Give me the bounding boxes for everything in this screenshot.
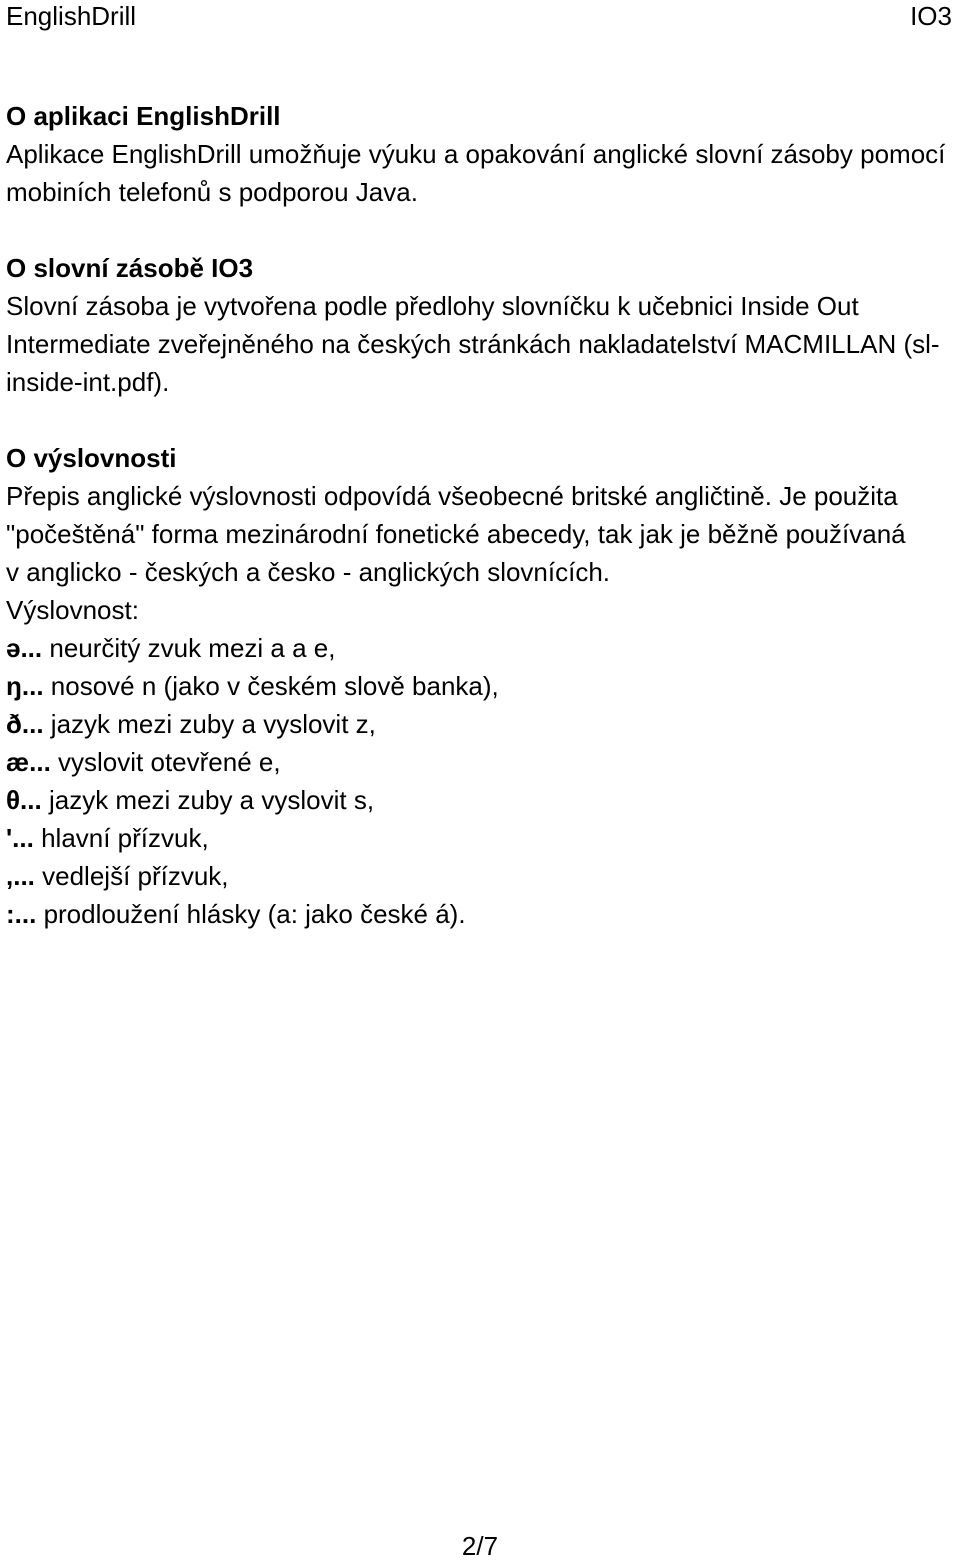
legend-symbol: θ... <box>6 785 42 815</box>
legend-symbol: ə... <box>6 633 43 663</box>
header-vocab-code: IO3 <box>910 1 952 31</box>
section-title-about-pronunciation: O výslovnosti <box>6 443 177 473</box>
legend-symbol: ŋ... <box>6 671 44 701</box>
legend-description: vyslovit otevřené e, <box>50 747 281 777</box>
section-about-pronunciation <box>6 439 960 933</box>
legend-description: neurčitý zvuk mezi a a e, <box>42 633 336 663</box>
legend-description: vedlejší přízvuk, <box>34 861 229 891</box>
legend-item <box>6 667 960 705</box>
section-text-about-app: Aplikace EnglishDrill umožňuje výuku a opakování anglické slovní zásoby pomocí mobiních telefonů s podporou Java. <box>6 139 946 207</box>
legend-symbol: ,... <box>6 861 35 891</box>
legend-description: jazyk mezi zuby a vyslovit s, <box>41 785 375 815</box>
legend-symbol: '... <box>6 823 34 853</box>
section-title-about-vocab: O slovní zásobě IO3 <box>6 253 254 283</box>
section-text-about-vocab: Slovní zásoba je vytvořena podle předlohy slovníčku k učebnici Inside Out Intermediate zveřejněného na českých stránkách nakladatelství MACMILLAN (sl-inside-int.pdf). <box>6 291 940 397</box>
pronunciation-legend-label: Výslovnost: <box>6 595 139 625</box>
legend-item <box>6 743 960 781</box>
legend-description: nosové n (jako v českém slově banka), <box>43 671 499 701</box>
section-title-about-app: O aplikaci EnglishDrill <box>6 101 281 131</box>
legend-item <box>6 705 960 743</box>
legend-item <box>6 857 960 895</box>
legend-item <box>6 819 960 857</box>
legend-description: hlavní přízvuk, <box>33 823 209 853</box>
page-number: 2/7 <box>461 1531 499 1561</box>
page-header <box>6 0 952 36</box>
legend-symbol: :... <box>6 899 37 929</box>
legend-item <box>6 781 960 819</box>
document-body <box>6 97 960 971</box>
section-about-vocab <box>6 249 960 401</box>
legend-description: prodloužení hlásky (a: jako české á). <box>36 899 466 929</box>
legend-item <box>6 629 960 667</box>
legend-description: jazyk mezi zuby a vyslovit z, <box>43 709 376 739</box>
header-app-name: EnglishDrill <box>6 1 137 31</box>
pronunciation-legend <box>6 629 960 933</box>
section-text-about-pronunciation: Přepis anglické výslovnosti odpovídá všeobecné britské angličtině. Je použita "počeštěná" forma mezinárodní fonetické abecedy, tak jak je běžně používaná v anglicko - českých a česko - anglických slovnících. <box>6 481 906 587</box>
section-about-app <box>6 97 960 211</box>
legend-symbol: æ... <box>6 747 51 777</box>
legend-item <box>6 895 960 933</box>
legend-symbol: ð... <box>6 709 44 739</box>
